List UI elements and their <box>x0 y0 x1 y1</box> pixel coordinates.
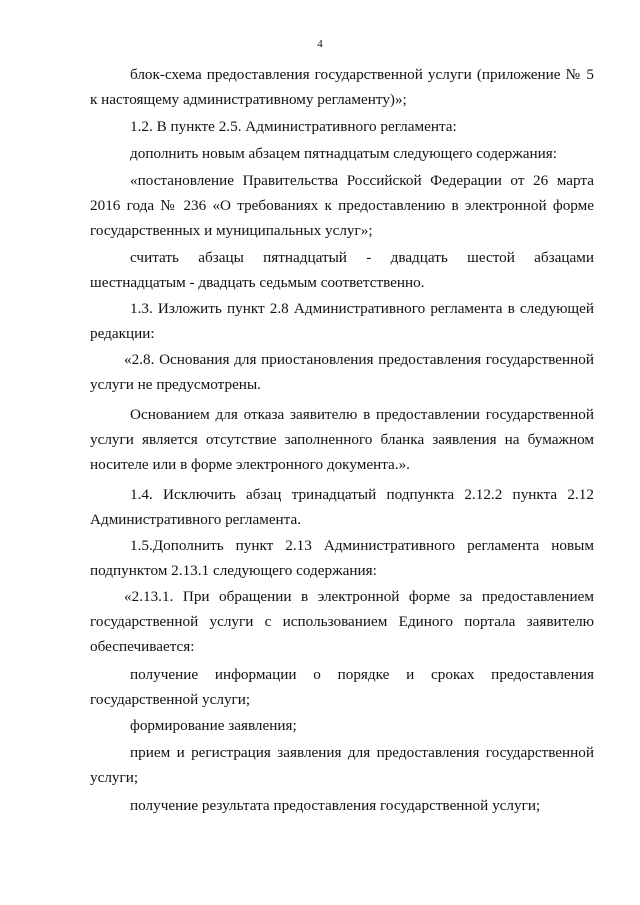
paragraph-schitat: считать абзацы пятнадцатый - двадцать шестой абзацами шестнадцатым - двадцать седьмым соответственно. <box>90 249 594 291</box>
paragraph-2-13-1: «2.13.1. При обращении в электронной форме за предоставлением государственной услуги с использованием Единого портала заявителю обеспечивается: <box>90 588 594 655</box>
paragraph-block-scheme: блок-схема предоставления государственной услуги (приложение № 5 к настоящему административному регламенту)»; <box>90 66 594 108</box>
paragraph-1-3: 1.3. Изложить пункт 2.8 Административного регламента в следующей редакции: <box>90 300 594 342</box>
paragraph-1-2: 1.2. В пункте 2.5. Административного регламента: <box>130 118 457 135</box>
paragraph-osnovaniem: Основанием для отказа заявителю в предоставлении государственной услуги является отсутствие заполненного бланка заявления на бумажном носителе или в форме электронного документа.». <box>90 406 594 473</box>
paragraph-list-priem: прием и регистрация заявления для предоставления государственной услуги; <box>90 744 594 786</box>
paragraph-1-5: 1.5.Дополнить пункт 2.13 Административного регламента новым подпунктом 2.13.1 следующего содержания: <box>90 537 594 579</box>
paragraph-list-result: получение результата предоставления государственной услуги; <box>130 797 541 814</box>
paragraph-1-4: 1.4. Исключить абзац тринадцатый подпункта 2.12.2 пункта 2.12 Административного регламента. <box>90 486 594 528</box>
page-number: 4 <box>317 38 323 50</box>
paragraph-postanovlenie: «постановление Правительства Российской Федерации от 26 марта 2016 года № 236 «О требованиях к предоставлению в электронной форме государственных и муниципальных услуг»; <box>90 172 594 239</box>
paragraph-list-form: формирование заявления; <box>130 717 297 734</box>
paragraph-2-8: «2.8. Основания для приостановления предоставления государственной услуги не предусмотрены. <box>90 351 594 393</box>
paragraph-list-info: получение информации о порядке и сроках предоставления государственной услуги; <box>90 666 594 708</box>
paragraph-add-abzac: дополнить новым абзацем пятнадцатым следующего содержания: <box>130 145 557 162</box>
